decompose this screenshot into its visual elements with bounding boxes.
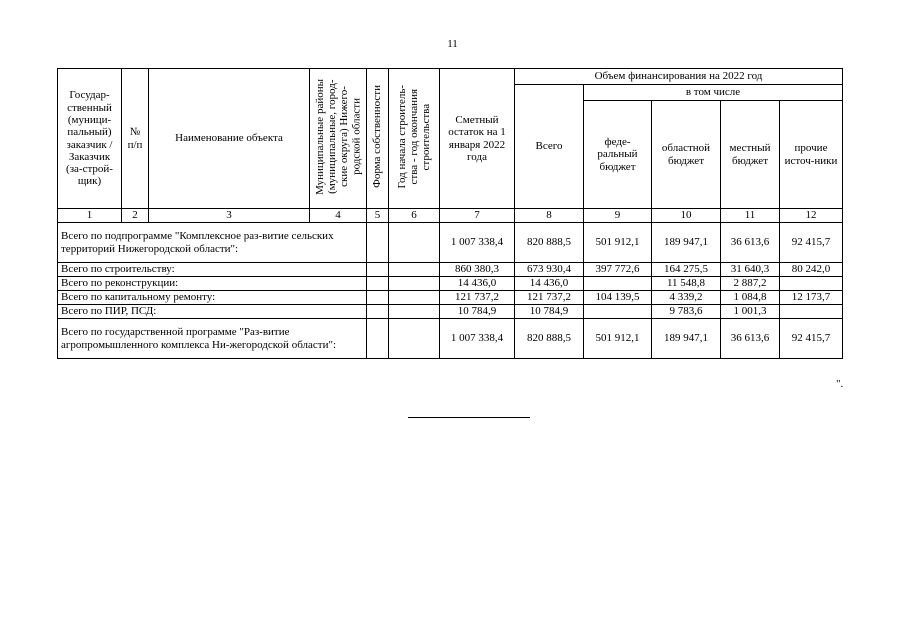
regional-cell: 189 947,1: [652, 223, 721, 263]
empty-cell: [367, 305, 389, 319]
federal-cell: [584, 277, 652, 291]
column-number: 6: [389, 209, 440, 223]
empty-cell: [389, 319, 440, 359]
empty-cell: [389, 277, 440, 291]
other-cell: [780, 305, 843, 319]
header-federal-budget: феде-ральный бюджет: [584, 101, 652, 209]
table-row-construction-total: [58, 263, 843, 277]
estimate-cell: 1 007 338,4: [440, 223, 515, 263]
empty-cell: [367, 223, 389, 263]
row-label: Всего по реконструкции:: [58, 277, 367, 291]
header-regional-budget: областной бюджет: [652, 101, 721, 209]
header-construction-years: Год начала строитель- ства - год окончания строительства: [389, 69, 440, 209]
other-cell: 80 242,0: [780, 263, 843, 277]
regional-cell: 164 275,5: [652, 263, 721, 277]
regional-cell: 189 947,1: [652, 319, 721, 359]
estimate-cell: 121 737,2: [440, 291, 515, 305]
total-cell: 820 888,5: [515, 223, 584, 263]
column-number: 8: [515, 209, 584, 223]
column-number: 10: [652, 209, 721, 223]
financing-table: [57, 68, 843, 359]
table-row-design-total: [58, 305, 843, 319]
header-number: № п/п: [122, 69, 149, 209]
total-cell: 10 784,9: [515, 305, 584, 319]
local-cell: 36 613,6: [721, 319, 780, 359]
page-number: 11: [447, 38, 458, 50]
header-estimate-balance: Сметный остаток на 1 января 2022 года: [440, 69, 515, 209]
column-number: 2: [122, 209, 149, 223]
row-label: Всего по капитальному ремонту:: [58, 291, 367, 305]
empty-cell: [389, 291, 440, 305]
regional-cell: 4 339,2: [652, 291, 721, 305]
header-other-sources: прочие источ-ники: [780, 101, 843, 209]
federal-cell: 501 912,1: [584, 319, 652, 359]
estimate-cell: 860 380,3: [440, 263, 515, 277]
table-row-subprogram-total: [58, 223, 843, 263]
federal-cell: 104 139,5: [584, 291, 652, 305]
empty-cell: [367, 263, 389, 277]
column-number: 9: [584, 209, 652, 223]
local-cell: 1 084,8: [721, 291, 780, 305]
federal-cell: 501 912,1: [584, 223, 652, 263]
total-cell: 121 737,2: [515, 291, 584, 305]
federal-cell: [584, 305, 652, 319]
header-total: Всего: [515, 85, 584, 209]
column-number: 5: [367, 209, 389, 223]
column-number: 4: [310, 209, 367, 223]
table-row-capital-repair-total: [58, 291, 843, 305]
column-number: 7: [440, 209, 515, 223]
local-cell: 31 640,3: [721, 263, 780, 277]
empty-cell: [367, 291, 389, 305]
total-cell: 673 930,4: [515, 263, 584, 277]
empty-cell: [389, 263, 440, 277]
estimate-cell: 1 007 338,4: [440, 319, 515, 359]
total-cell: 820 888,5: [515, 319, 584, 359]
header-funding-volume: Объем финансирования на 2022 год: [515, 69, 843, 85]
header-local-budget: местный бюджет: [721, 101, 780, 209]
header-ownership-form: Форма собственности: [367, 69, 389, 209]
row-label: Всего по государственной программе "Раз-витие агропромышленного комплекса Ни-жегородской области":: [58, 319, 367, 359]
local-cell: 36 613,6: [721, 223, 780, 263]
federal-cell: 397 772,6: [584, 263, 652, 277]
estimate-cell: 14 436,0: [440, 277, 515, 291]
column-number: 12: [780, 209, 843, 223]
header-customer: Государ-ственный (муници-пальный) заказчик / Заказчик (за-строй-щик): [58, 69, 122, 209]
regional-cell: 11 548,8: [652, 277, 721, 291]
header-including: в том числе: [584, 85, 843, 101]
table-row-reconstruction-total: [58, 277, 843, 291]
regional-cell: 9 783,6: [652, 305, 721, 319]
empty-cell: [367, 319, 389, 359]
local-cell: 1 001,3: [721, 305, 780, 319]
other-cell: 92 415,7: [780, 319, 843, 359]
row-label: Всего по строительству:: [58, 263, 367, 277]
local-cell: 2 887,2: [721, 277, 780, 291]
other-cell: 12 173,7: [780, 291, 843, 305]
estimate-cell: 10 784,9: [440, 305, 515, 319]
empty-cell: [389, 305, 440, 319]
other-cell: 92 415,7: [780, 223, 843, 263]
header-object-name: Наименование объекта: [149, 69, 310, 209]
empty-cell: [367, 277, 389, 291]
row-label: Всего по подпрограмме "Комплексное раз-витие сельских территорий Нижегородской области":: [58, 223, 367, 263]
closing-quote-mark: ".: [836, 378, 844, 390]
header-municipal-districts: Муниципальные районы (муниципальные, город- ские округа) Нижего- родской области: [310, 69, 367, 209]
column-number: 1: [58, 209, 122, 223]
column-number: 3: [149, 209, 310, 223]
separator-line: [408, 417, 530, 418]
column-number: 11: [721, 209, 780, 223]
empty-cell: [389, 223, 440, 263]
table-row-program-total: [58, 319, 843, 359]
total-cell: 14 436,0: [515, 277, 584, 291]
other-cell: [780, 277, 843, 291]
row-label: Всего по ПИР, ПСД:: [58, 305, 367, 319]
column-number-row: [58, 209, 843, 223]
